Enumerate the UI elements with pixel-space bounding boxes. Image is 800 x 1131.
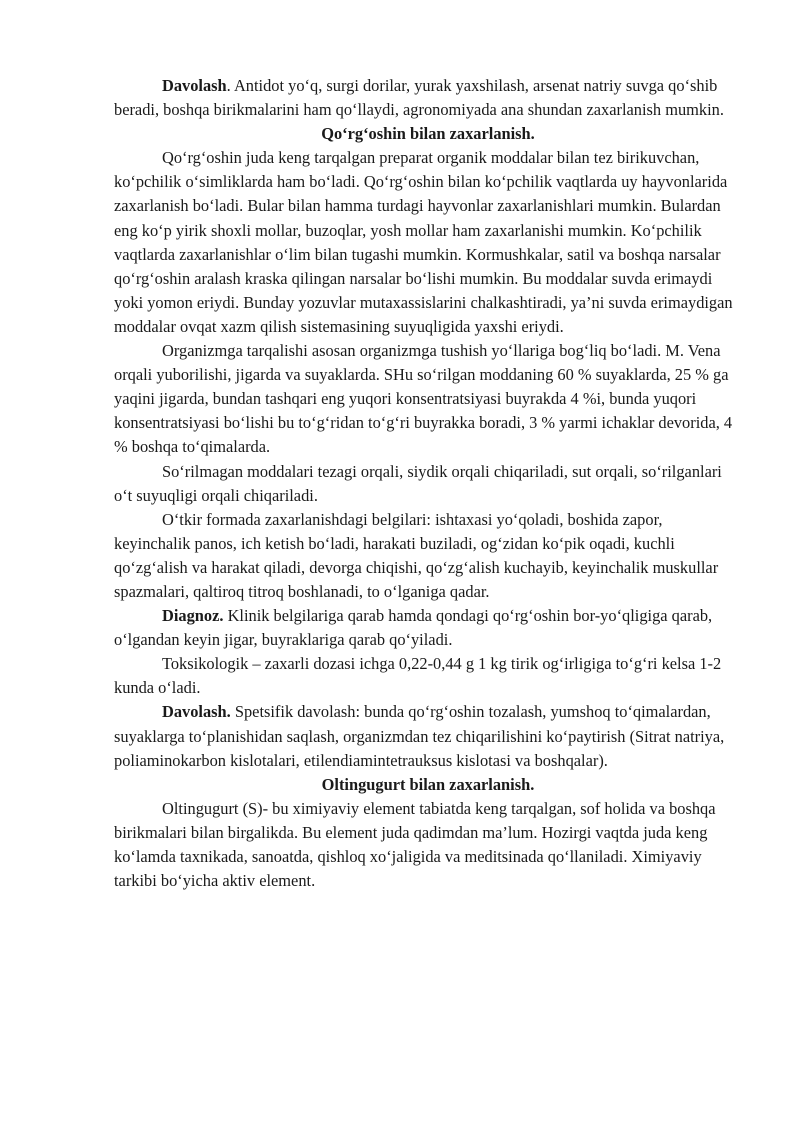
paragraph-diagnoz	[114, 604, 742, 652]
paragraph-sulfur-intro	[114, 797, 742, 893]
paragraph-toxic-dose	[114, 652, 742, 700]
paragraph-text: Spetsifik davolash: bunda qo‘rg‘oshin tozalash, yumshoq to‘qimalardan, suyaklarga to‘planishidan saqlash, organizmdan tez chiqarilishini ko‘paytirish (Sitrat natriya, poliaminokarbon kislotalari, etilendiamintetrauksus kislotasi va boshqalar).	[114, 702, 725, 770]
paragraph-text: Organizmga tarqalishi asosan organizmga tushish yo‘llariga bog‘liq bo‘ladi. M. Vena orqali yuborilishi, jigarda va suyaklarda. SHu so‘rilgan moddaning 60 % suyaklarda, 25 % ga yaqini jigarda, bundan tashqari eng yuqori konsentratsiyasi buyrakda 4 %i, bunda yuqori konsentratsiyasi bo‘lishi bu to‘g‘ridan to‘g‘ri buyrakka boradi, 3 % yarmi ichaklar devorida, 4 % boshqa to‘qimalarda.	[114, 341, 733, 457]
paragraph-text: O‘tkir formada zaxarlanishdagi belgilari: ishtaxasi yo‘qoladi, boshida zapor, keyinchalik panos, ich ketish bo‘ladi, harakati buziladi, og‘zidan ko‘pik oqadi, kuchli qo‘zg‘alish va harakat qiladi, devorga chiqishi, qo‘zg‘alish kuchayib, keyinchalik muskullar spazmalari, qaltiroq titroq boshlanadi, to o‘lganiga qadar.	[114, 509, 719, 601]
paragraph-symptoms	[114, 508, 742, 604]
paragraph-text: Qo‘rg‘oshin juda keng tarqalgan preparat organik moddalar bilan tez birikuvchan, ko‘pchilik o‘simliklarda ham bo‘ladi. Qo‘rg‘oshin bilan ko‘pchilik vaqtlarda uy hayvonlarida zaxarlanish bo‘ladi. Bular bilan hamma turdagi hayvonlar zaxarlanishlari mumkin. Bulardan eng ko‘p yirik shoxli mollar, buzoqlar, yosh mollar ham zaxarlanishi mumkin. Ko‘pchilik vaqtlarda zaxarlanishlar o‘lim bilan tugashi mumkin. Kormushkalar, satil va boshqa narsalar qo‘rg‘oshin aralash kraska qilingan narsalar bo‘lishi mumkin. Bu moddalar suvda erimaydi yoki yomon eriydi. Bunday yozuvlar mutaxassislarini chalkashtiradi, ya’ni suvda erimaydigan moddalar ovqat xazm qilish sistemasining suyuqligida yaxshi eriydi.	[114, 148, 733, 336]
paragraph-text: Toksikologik – zaxarli dozasi ichga 0,22-0,44 g 1 kg tirik og‘irligiga to‘g‘ri kelsa 1-2 kunda o‘ladi.	[114, 654, 722, 698]
paragraph-text: . Antidot yo‘q, surgi dorilar, yurak yaxshilash, arsenat natriy suvga qo‘shib beradi, boshqa birikmalarini ham qo‘llaydi, agronomiyada ana shundan zaxarlanish mumkin.	[114, 76, 724, 120]
paragraph-lead: Diagnoz.	[162, 606, 224, 626]
paragraph-davolash-lead	[114, 700, 742, 772]
paragraph-lead: Davolash	[162, 76, 227, 95]
paragraph-lead-intro	[114, 146, 742, 339]
paragraph-text: Klinik belgilariga qarab hamda qondagi qo‘rg‘oshin bor-yo‘qligiga qarab, o‘lgandan keyin jigar, buyraklariga qarab qo‘yiladi.	[114, 606, 713, 650]
document-page	[114, 74, 742, 893]
paragraph-excretion	[114, 460, 742, 508]
paragraph-lead: Davolash.	[162, 702, 231, 722]
paragraph-text: So‘rilmagan moddalari tezagi orqali, siydik orqali chiqariladi, sut orqali, so‘rilganlari o‘t suyuqligi orqali chiqariladi.	[114, 461, 722, 505]
paragraph-davolash-arsenic	[114, 74, 742, 122]
section-heading-sulfur: Oltingugurt bilan zaxarlanish.	[321, 774, 535, 794]
paragraph-distribution	[114, 339, 742, 459]
paragraph-text: Oltingugurt (S)- bu ximiyaviy element tabiatda keng tarqalgan, sof holida va boshqa birikmalari bilan birgalikda. Bu element juda qadimdan ma’lum. Hozirgi vaqtda juda keng ko‘lamda taxnikada, sanoatda, qishloq xo‘jaligida va meditsinada qo‘llaniladi. Ximiyaviy tarkibi bo‘yicha aktiv element.	[114, 798, 716, 891]
section-heading-lead: Qo‘rg‘oshin bilan zaxarlanish.	[321, 124, 535, 144]
